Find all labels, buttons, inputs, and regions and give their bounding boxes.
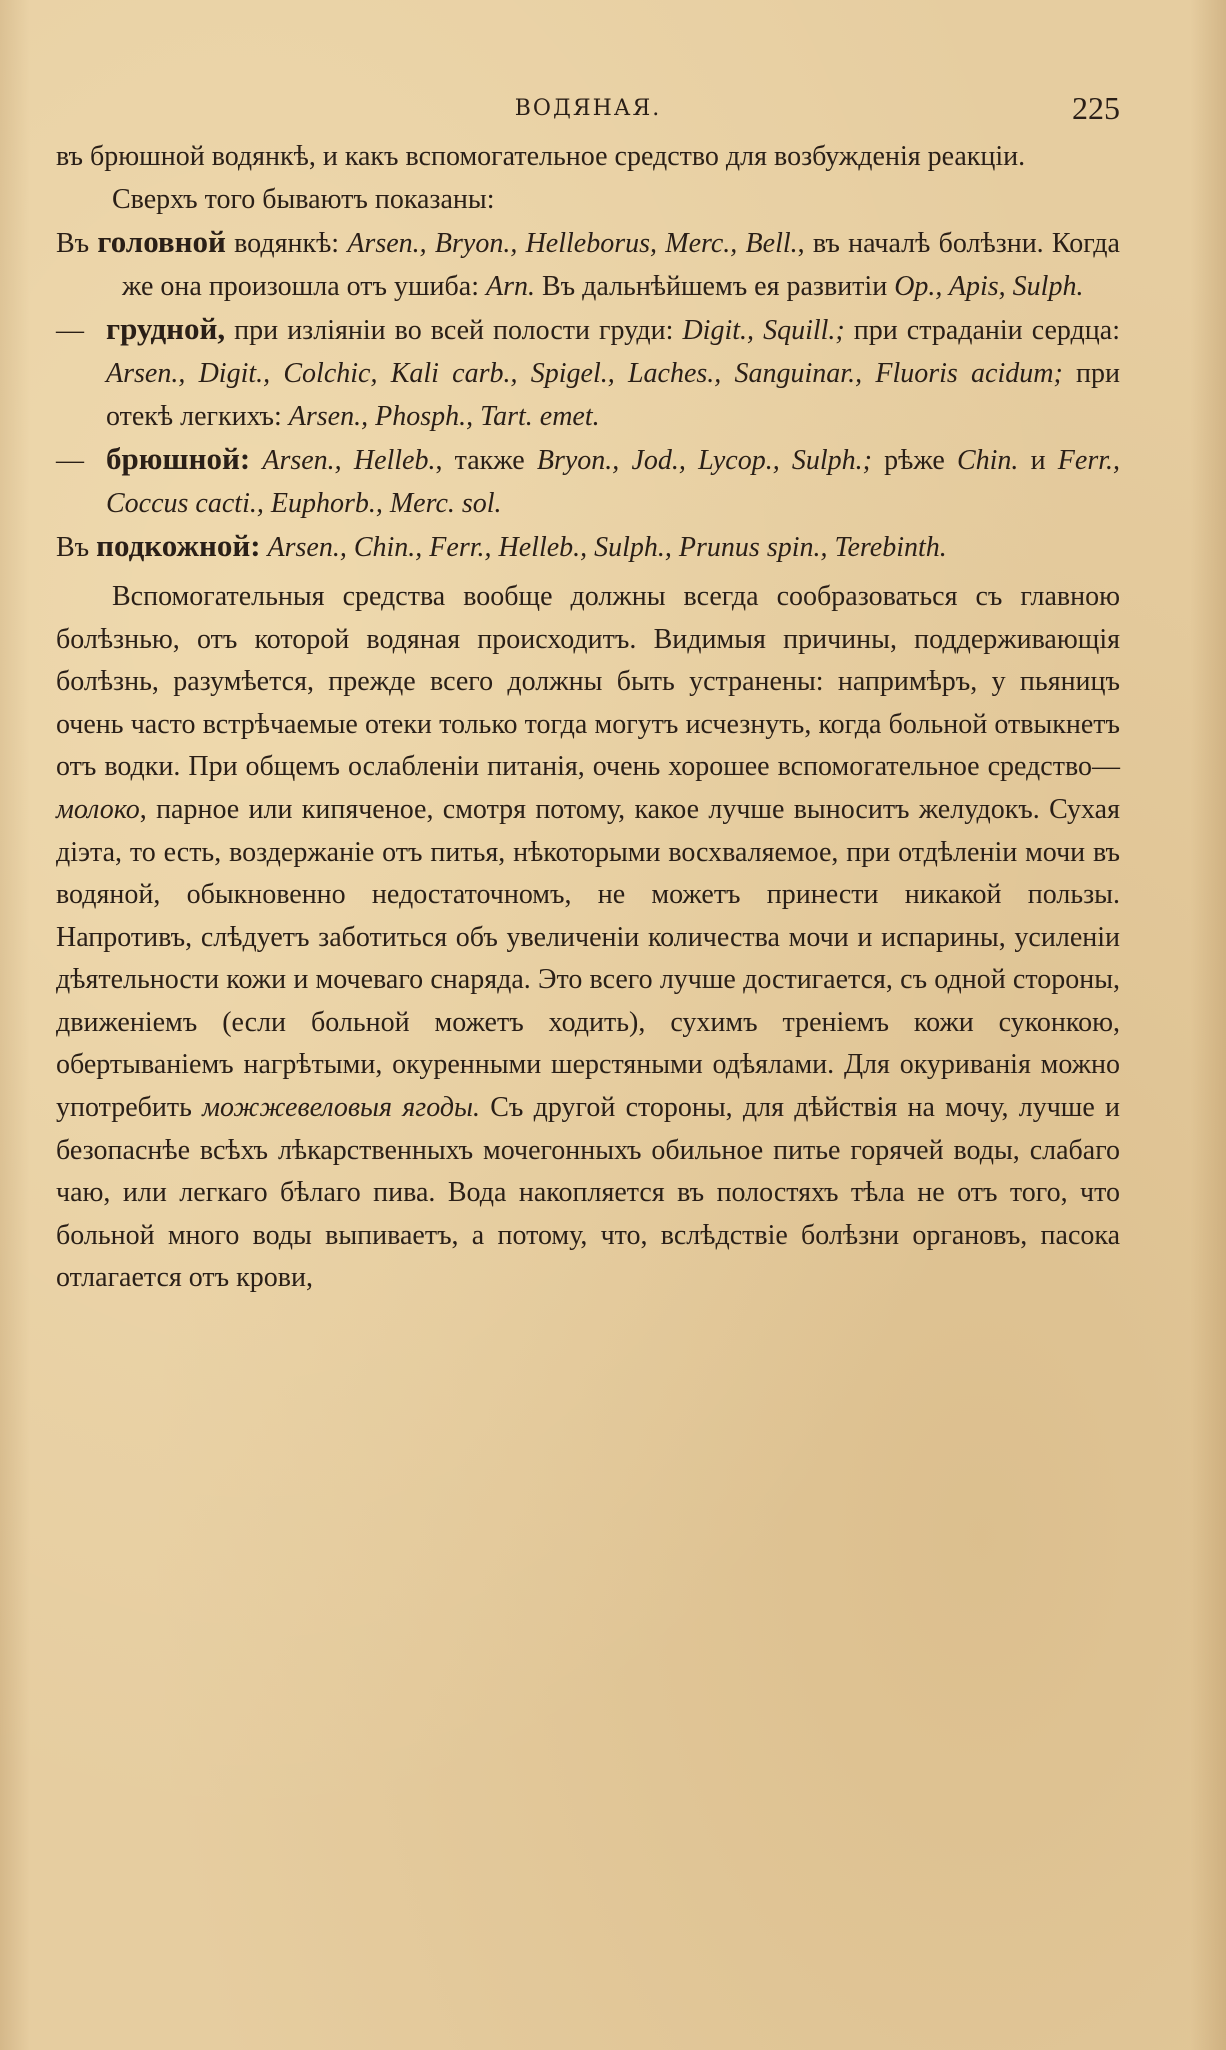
- entry-head-dropsy: [56, 221, 1120, 308]
- remedy-list: Arn.: [486, 270, 535, 302]
- remedy-list: Ferr., Coccus cacti., Euphorb., Merc. sol.: [106, 445, 1121, 519]
- remedy-list: Arsen., Helleb.: [250, 445, 436, 477]
- entry-subcutaneous-dropsy: [56, 525, 1120, 570]
- entry-text: рѣже: [871, 445, 957, 477]
- entry-term: брюшной:: [106, 441, 251, 477]
- entry-text: при отекѣ легкихъ:: [106, 357, 1121, 432]
- remedy-list: Digit., Squill.;: [682, 315, 845, 347]
- page-header: [56, 90, 1120, 136]
- auxiliary-means-paragraph: [56, 576, 1120, 1300]
- entry-text: , также: [435, 445, 537, 477]
- remedy-list: Arsen., Bryon., Helleborus, Merc., Bell.: [347, 228, 798, 260]
- entry-term: грудной,: [106, 311, 226, 347]
- remedy-list: Arsen., Phosph., Tart. emet.: [288, 400, 600, 432]
- remedy-list: Arsen., Chin., Ferr., Helleb., Sulph., Prunus spin., Terebinth.: [260, 532, 947, 564]
- paragraph-text: Съ другой стороны, для дѣйствія на мочу, лучше и безопаснѣе всѣхъ лѣкарственныхъ мочегонныхъ обильное питье горячей воды, слабаго чаю, или легкаго бѣлаго пива. Вода накопляется въ полостяхъ тѣла не отъ того, что больной много воды выпиваетъ, а потому, что, вслѣдствіе болѣзни органовъ, пасока отлагается отъ крови,: [56, 1092, 1121, 1294]
- entry-text: водянкѣ:: [225, 228, 348, 260]
- remedy-list: Bryon., Jod., Lycop., Sulph.;: [536, 445, 872, 477]
- emphasis-text: можжевеловыя ягоды.: [202, 1092, 480, 1124]
- running-title: ВОДЯНАЯ.: [514, 96, 662, 121]
- paragraph-text: Вспомогательныя средства вообще должны всегда сообразоваться съ главною болѣзнью, отъ которой водяная происходитъ. Видимыя причины, поддерживающія болѣзнь, разумѣется, прежде всего должны быть устранены: напримѣръ, у пьяницъ очень часто встрѣчаемые отеки только тогда могутъ исчезнуть, когда больной отвыкнетъ отъ водки. При общемъ ослабленіи питанія, очень хорошее вспомогательное средство—: [56, 580, 1120, 783]
- entry-term: подкожной:: [96, 528, 261, 564]
- entry-prefix: Въ: [56, 532, 97, 564]
- entry-dash: —: [56, 445, 84, 477]
- entry-prefix: Въ: [56, 228, 98, 260]
- entry-text: и: [1018, 445, 1058, 477]
- entry-text: при изліяніи во всей полости груди:: [225, 315, 683, 347]
- entry-abdominal-dropsy: [56, 438, 1120, 525]
- entry-text: при страданіи сердца:: [844, 315, 1120, 347]
- entry-text: , въ началѣ болѣзни. Когда же она произошла отъ ушиба:: [122, 228, 1120, 302]
- page-body: [56, 136, 1120, 1300]
- page-number: 225: [1072, 90, 1120, 126]
- entry-dash: —: [56, 315, 84, 347]
- entry-term: головной: [97, 224, 226, 260]
- entry-chest-dropsy: [56, 308, 1120, 438]
- book-page: [56, 90, 1120, 1300]
- remedy-list: Op., Apis, Sulph.: [894, 270, 1084, 302]
- intro-continuation: въ брюшной водянкѣ, и какъ вспомогательное средство для возбужденія реакціи.: [56, 141, 1026, 172]
- emphasis-text: молоко: [56, 793, 140, 825]
- intro-lead: Сверхъ того бываютъ показаны:: [112, 183, 495, 215]
- paragraph-text: , парное или кипяченое, смотря потому, какое лучше выноситъ желудокъ. Сухая діэта, то есть, воздержаніе отъ питья, нѣкоторыми восхваляемое, при отдѣленіи мочи въ водяной, обыкновенно недостаточномъ, не можетъ принести никакой пользы. Напротивъ, слѣдуетъ заботиться объ увеличеніи количества мочи и испарины, усиленіи дѣятельности кожи и мочеваго снаряда. Это всего лучше достигается, съ одной стороны, движеніемъ (если больной можетъ ходить), сухимъ треніемъ кожи суконкою, обертываніемъ нагрѣтыми, окуренными шерстяными одѣялами. Для окуриванія можно употребить: [56, 793, 1120, 1124]
- remedy-list: Arsen., Digit., Colchic, Kali carb., Spigel., Laches., Sanguinar., Fluoris acidum;: [106, 357, 1063, 389]
- remedy-list: Chin.: [956, 445, 1019, 477]
- entry-text: Въ дальнѣйшемъ ея развитіи: [535, 270, 895, 302]
